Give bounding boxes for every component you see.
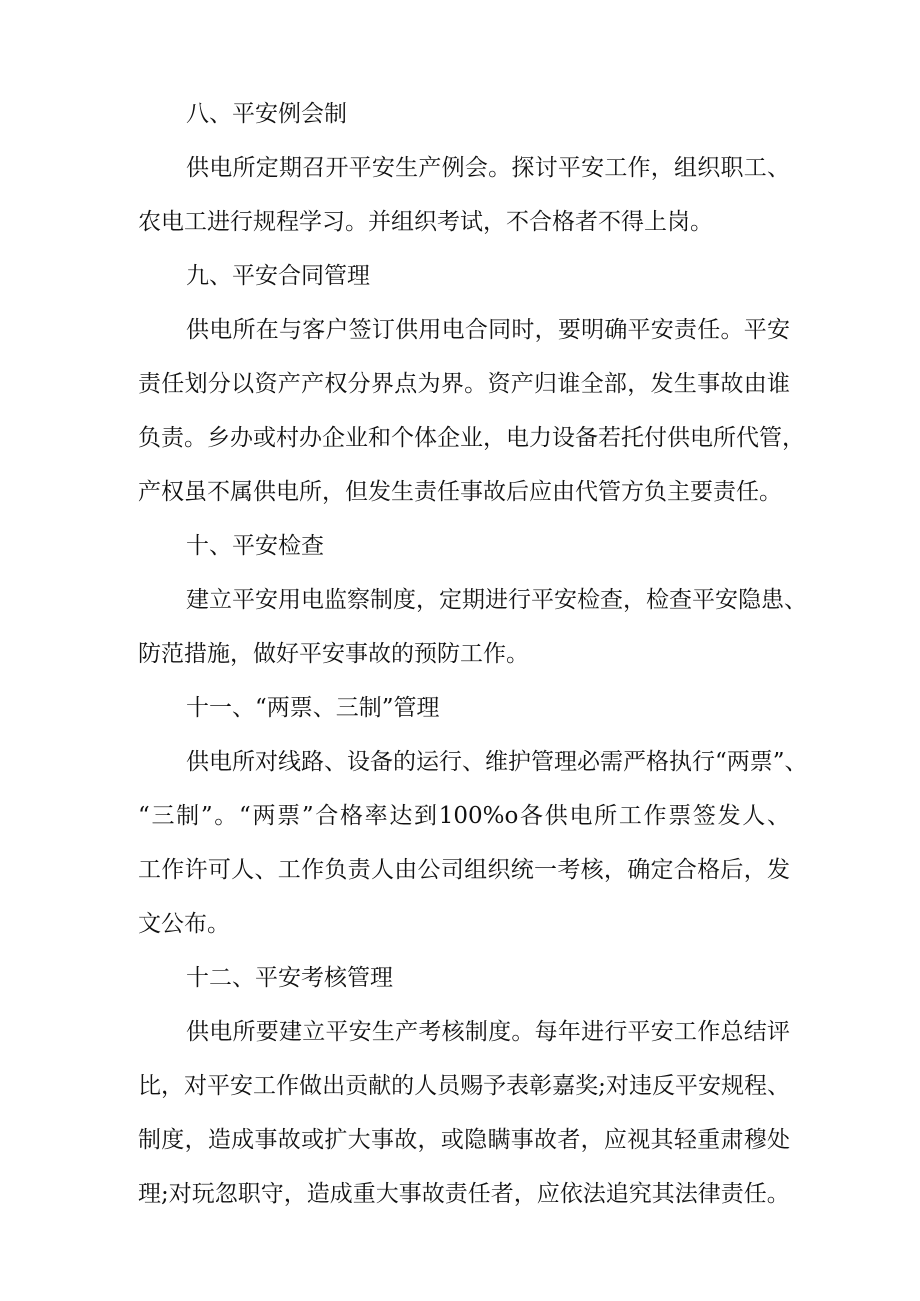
- section-paragraph-8: [138, 152, 790, 238]
- paragraph-line: 防范措施，做好平安事故的预防工作。: [138, 641, 529, 667]
- section-heading-12: 十二、平安考核管理: [186, 965, 393, 991]
- section-heading-11: 十一、“两票、三制”管理: [186, 695, 440, 721]
- section-heading-10: 十、平安检查: [186, 533, 324, 559]
- paragraph-line: 制度，造成事故或扩大事故，或隐瞒事故者，应视其轻重肃穆处: [138, 1127, 790, 1153]
- section-paragraph-10: [138, 584, 807, 670]
- section-paragraph-12: [138, 1016, 790, 1210]
- paragraph-line: 责任划分以资产产权分界点为界。资产归谁全部，发生事故由谁: [138, 371, 790, 397]
- paragraph-line: 产权虽不属供电所，但发生责任事故后应由代管方负主要责任。: [138, 479, 782, 505]
- section-paragraph-9: [138, 314, 805, 508]
- paragraph-line: 工作许可人、工作负责人由公司组织统一考核，确定合格后，发: [138, 857, 790, 883]
- paragraph-line: 供电所定期召开平安生产例会。探讨平安工作，组织职工、: [186, 155, 790, 181]
- document-body: [138, 98, 808, 1232]
- section-heading-8: 八、平安例会制: [186, 101, 347, 127]
- paragraph-line: 供电所在与客户签订供用电合同时，要明确平安责任。平安: [186, 317, 790, 343]
- paragraph-line: 负责。乡办或村办企业和个体企业，电力设备若托付供电所代管，: [138, 425, 805, 451]
- section-heading-9: 九、平安合同管理: [186, 263, 370, 289]
- paragraph-line: 农电工进行规程学习。并组织考试，不合格者不得上岗。: [138, 209, 713, 235]
- paragraph-line: 建立平安用电监察制度，定期进行平安检查，检查平安隐患、: [186, 587, 807, 613]
- paragraph-line: “三制”。“两票”合格率达到100%o各供电所工作票签发人、: [138, 803, 790, 829]
- paragraph-line: 供电所要建立平安生产考核制度。每年进行平安工作总结评: [186, 1019, 790, 1045]
- paragraph-line: 供电所对线路、设备的运行、维护管理必需严格执行“两票”、: [186, 749, 808, 775]
- section-paragraph-11: [138, 746, 808, 940]
- paragraph-line: 比，对平安工作做出贡献的人员赐予表彰嘉奖;对违反平安规程、: [138, 1073, 790, 1099]
- paragraph-line: 文公布。: [138, 911, 230, 937]
- paragraph-line: 理;对玩忽职守，造成重大事故责任者，应依法追究其法律责任。: [138, 1181, 790, 1207]
